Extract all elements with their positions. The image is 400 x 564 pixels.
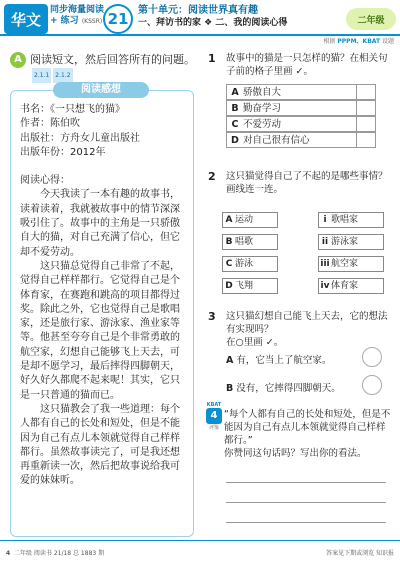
- q2-right-ii[interactable]: ii 游泳家: [318, 234, 384, 250]
- q1-option-d[interactable]: D 对自己很有信心: [226, 132, 376, 148]
- paragraph: 今天我读了一本有趣的故事书，读着读着，我就被故事中的情节深深吸引住了。故事中的主角是一只骄傲自大的猫，对自己充满了信心，但它却不爱劳动。: [20, 189, 180, 258]
- question-1: 1 故事中的猫是一只怎样的猫？在相关句子前的格子里画 ✓。: [208, 52, 388, 77]
- q3-option-a[interactable]: A 有，它当上了航空家。: [226, 355, 332, 366]
- standard-tag: 2.1.1: [32, 68, 51, 83]
- q2-right-iii[interactable]: iii航空家: [318, 256, 384, 272]
- series-title: 同步海量阅读 + 练习 (KSSR): [50, 5, 105, 26]
- q1-option-b[interactable]: B 勤奋学习: [226, 100, 376, 116]
- q3-option-b[interactable]: B 没有，它摔得四脚朝天。: [226, 383, 341, 394]
- q2-left-c[interactable]: C 游泳: [222, 256, 278, 272]
- reference-note: 根据 PPPM、KBAT 设题: [323, 38, 394, 45]
- book-year: 出版年份：2012年: [20, 146, 106, 158]
- unit-heading: 第十单元：阅读世界真有趣 一、拜访书的家 ❖ 二、我的阅读心得: [138, 5, 288, 28]
- page-footer: 4 二年级 阅读书 21/18 总 1883 期 答案见下期或浏览 知识报: [6, 550, 394, 557]
- grade-badge: 二年级: [346, 8, 396, 30]
- checkbox[interactable]: [356, 85, 375, 99]
- brand-logo: 华文: [4, 4, 48, 34]
- question-2: 2 这只猫觉得自己了不起的是哪些事情？ 画线连一连。: [208, 170, 388, 195]
- section-badge: A: [10, 52, 26, 68]
- paragraph: 这只猫教会了我一些道理：每个人都有自己的长处和短处，但是不能因为自己有点儿本领就觉得自己样样都行。虽然故事读完了，可是我还想再重新读一次，然后把故事说给我可爱的妹妹听。: [20, 403, 180, 487]
- q1-option-a[interactable]: A 骄傲自大: [226, 84, 376, 100]
- q2-right-i[interactable]: i 歌唱家: [318, 212, 384, 228]
- reading-passage: [10, 84, 194, 537]
- q2-left-b[interactable]: B 唱歌: [222, 234, 278, 250]
- section-a-instruction: A 阅读短文，然后回答所有的问题。2.1.1 2.1.2: [10, 52, 200, 83]
- answer-line[interactable]: [226, 502, 386, 503]
- answer-line[interactable]: [226, 522, 386, 523]
- q2-left-d[interactable]: D 飞翔: [222, 278, 278, 294]
- checkbox[interactable]: [356, 117, 375, 131]
- footer-divider: [0, 540, 400, 541]
- book-publisher: 出版社：方舟女儿童出版社: [20, 132, 140, 144]
- q2-left-a[interactable]: A 运动: [222, 212, 278, 228]
- passage-title: 阅读感想: [53, 82, 149, 98]
- page-header: [0, 0, 400, 46]
- reflection-label: 阅读心得：: [20, 175, 70, 187]
- checkbox[interactable]: [356, 101, 375, 115]
- q3-circle-a[interactable]: [362, 347, 382, 367]
- issue-number: 21: [103, 4, 133, 34]
- question-3: 3 这只猫幻想自己能飞上天去，它的想法有实现吗？ 在○里画 ✓。: [208, 310, 388, 348]
- answer-line[interactable]: [226, 482, 386, 483]
- standard-tag: 2.1.2: [53, 68, 72, 83]
- kbat-badge: KBAT 4 评鉴: [206, 402, 222, 431]
- book-author: 作者：陈伯吹: [20, 118, 80, 130]
- q3-circle-b[interactable]: [362, 375, 382, 395]
- book-title: 书名：《一只想飞的猫》: [20, 104, 125, 115]
- q1-option-c[interactable]: C 不爱劳动: [226, 116, 376, 132]
- paragraph: 这只猫总觉得自己非常了不起，觉得自己样样都行。它觉得自己是个体育家，在赛跑和跳高的项目都得过奖。除此之外，它也觉得自己是歌唱家，还是旅行家、游泳家、渔业家等等。他甚至夸夸自己是个非常勇敢的航空家，幻想自己能够飞上天去，可是却不愿学习，最后摔得四脚朝天，好久好久都爬不起来呢！其实，它只是一只普通的猫而已。: [20, 260, 180, 401]
- q2-right-iv[interactable]: iv 体育家: [318, 278, 384, 294]
- checkbox[interactable]: [356, 133, 375, 147]
- question-4: “每个人都有自己的长处和短处，但是不能因为自己有点儿本领就觉得自己样样都行。” 你赞同这句话吗？写出你的看法。: [224, 409, 391, 459]
